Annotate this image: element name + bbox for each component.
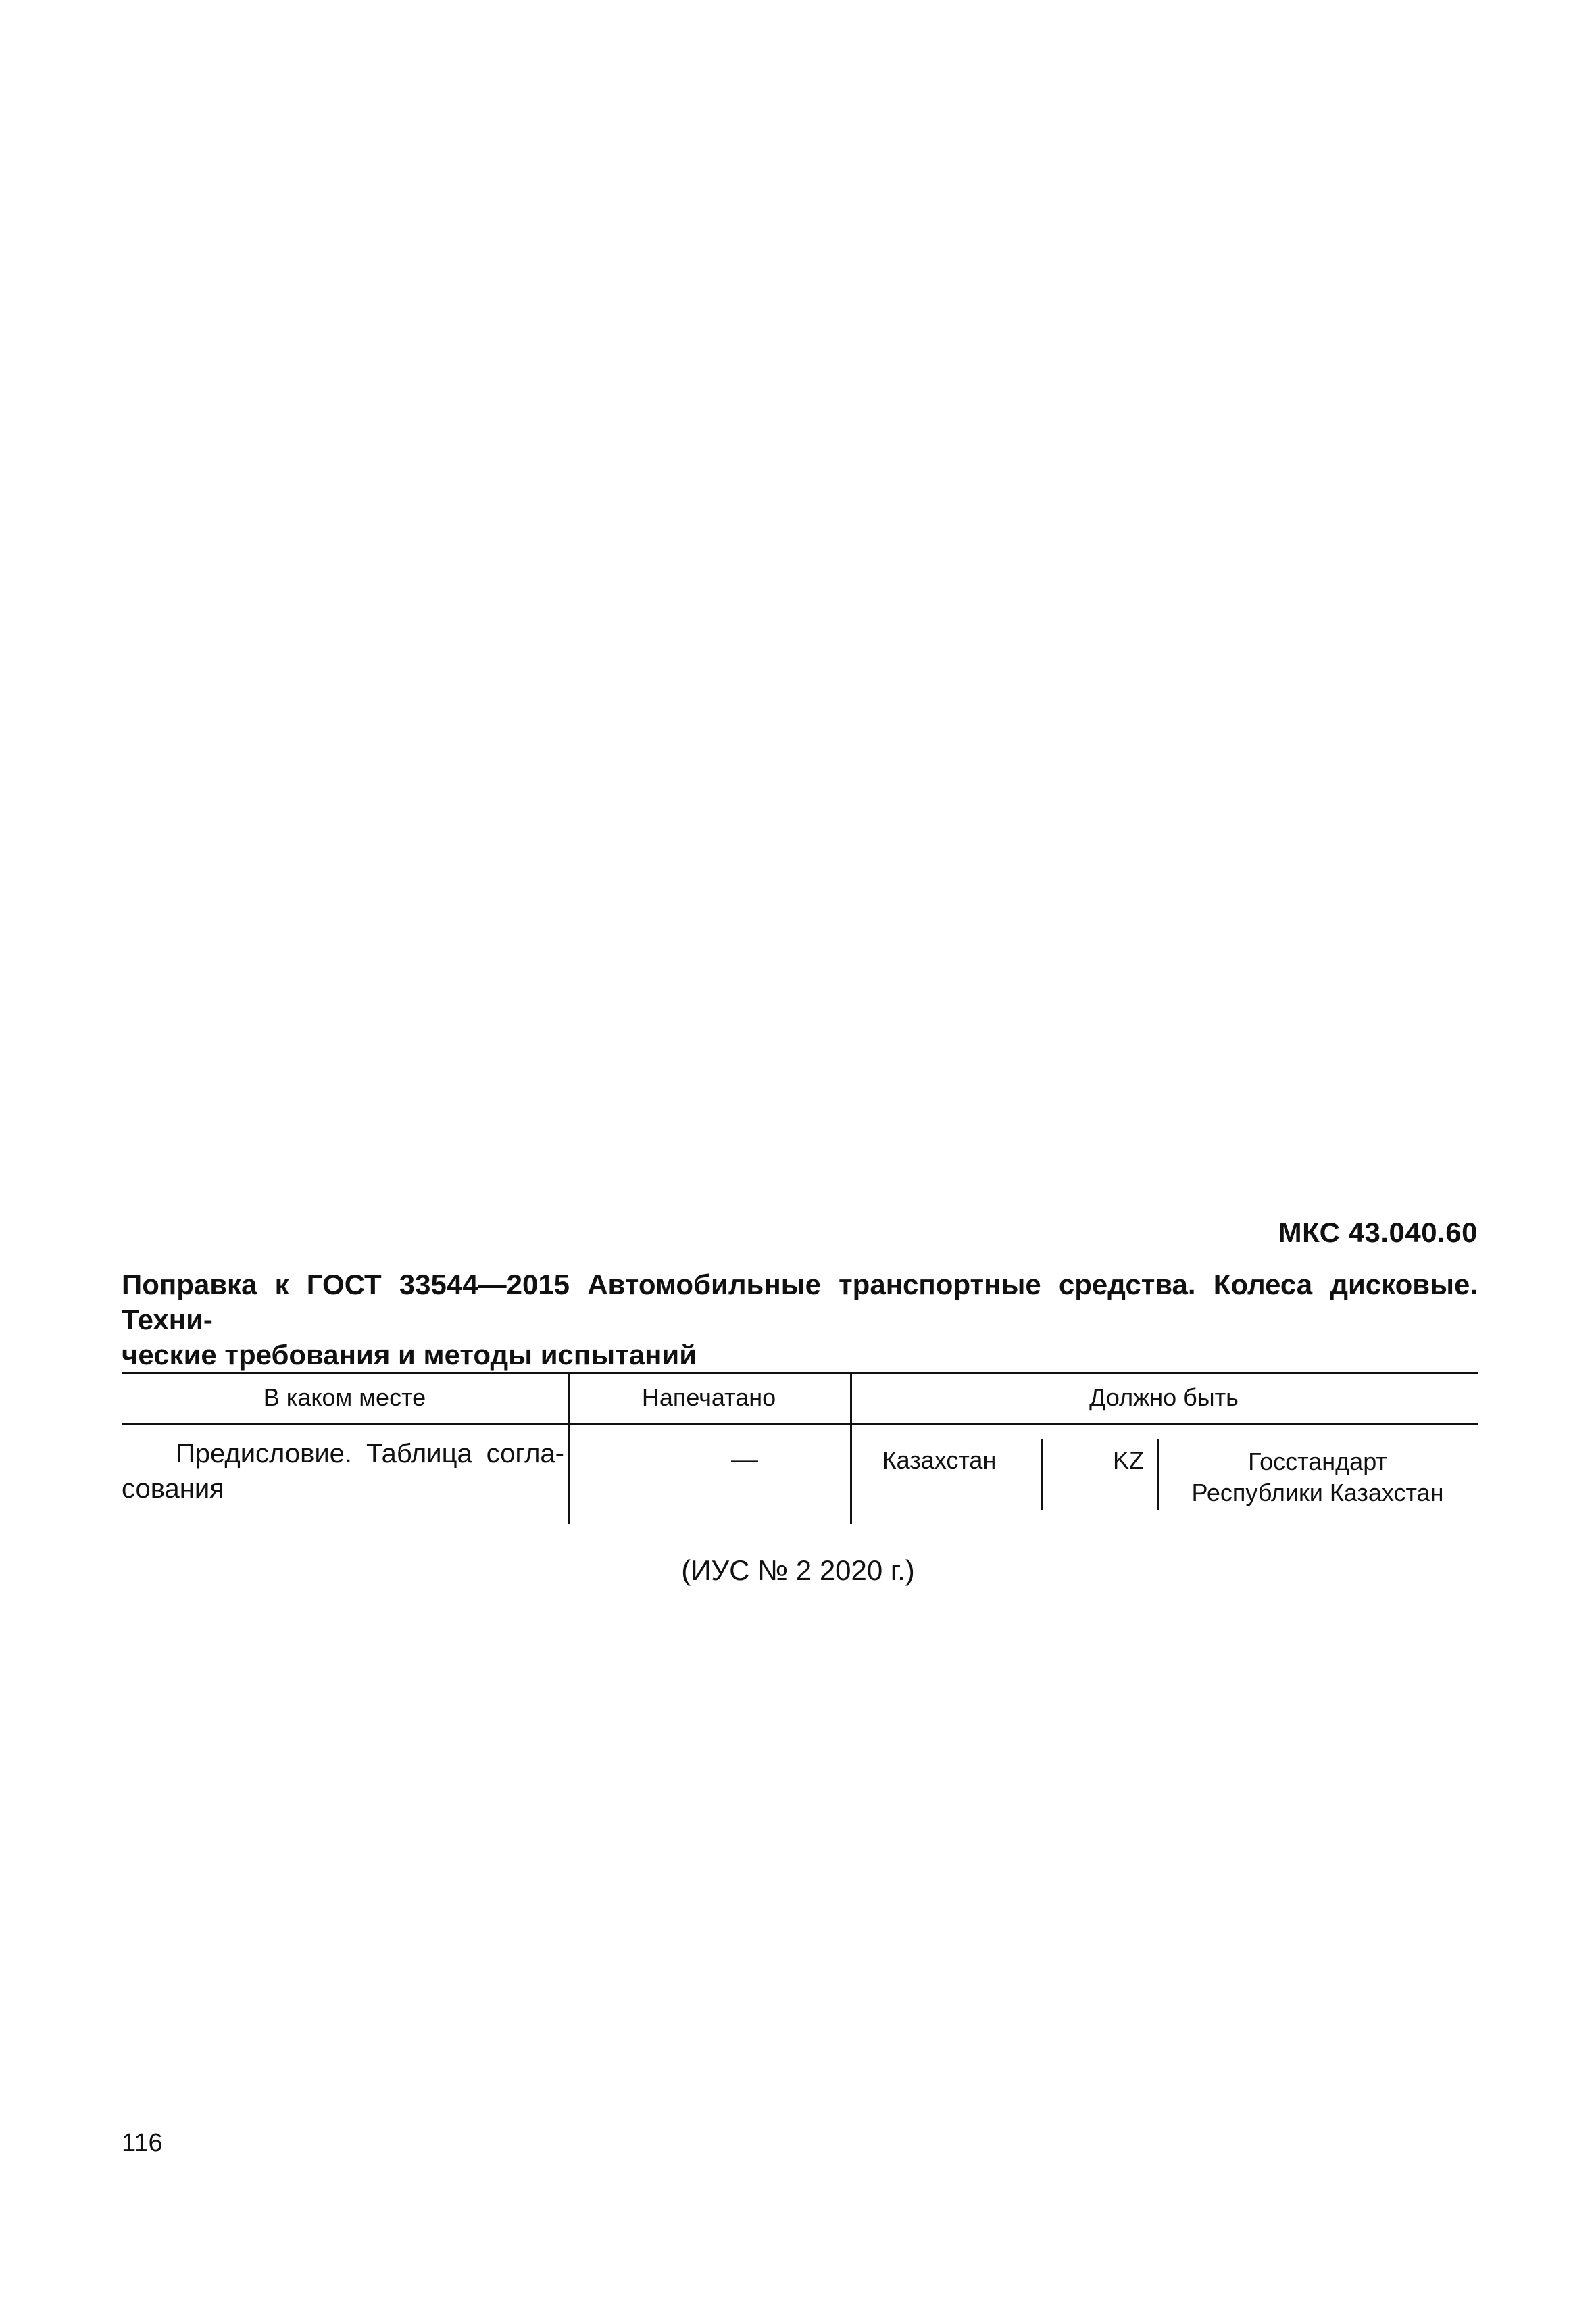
cell-where-line-1: Предисловие. Таблица согла- bbox=[176, 1439, 564, 1469]
cell-where bbox=[122, 1436, 564, 1506]
cell-where-line-2: сования bbox=[122, 1474, 224, 1504]
cell-code: KZ bbox=[1112, 1446, 1144, 1474]
cell-standards-body bbox=[1155, 1446, 1480, 1508]
cell-country: Казахстан bbox=[882, 1446, 997, 1474]
mks-code: МКС 43.040.60 bbox=[1278, 1216, 1478, 1248]
table-top-rule bbox=[122, 1372, 1478, 1374]
sub-divider-1 bbox=[1041, 1439, 1043, 1510]
cell-printed: — bbox=[731, 1445, 758, 1475]
title-line-1: Поправка к ГОСТ 33544—2015 Автомобильные транспортные средства. Колеса дисковые. Техни- bbox=[122, 1269, 1478, 1335]
header-where: В каком месте bbox=[263, 1383, 426, 1411]
table-header-rule bbox=[122, 1423, 1478, 1425]
corrections-table bbox=[122, 1372, 1478, 1527]
document-title bbox=[122, 1267, 1478, 1373]
cell-standards-body-line-2: Республики Казахстан bbox=[1191, 1479, 1444, 1506]
page-number: 116 bbox=[122, 2129, 163, 2157]
ius-note: (ИУС № 2 2020 г.) bbox=[681, 1554, 915, 1586]
cell-standards-body-line-1: Госстандарт bbox=[1248, 1448, 1387, 1475]
header-printed: Напечатано bbox=[641, 1383, 776, 1411]
header-should-be: Должно быть bbox=[1089, 1383, 1239, 1411]
title-line-2: ческие требования и методы испытаний bbox=[122, 1339, 697, 1371]
